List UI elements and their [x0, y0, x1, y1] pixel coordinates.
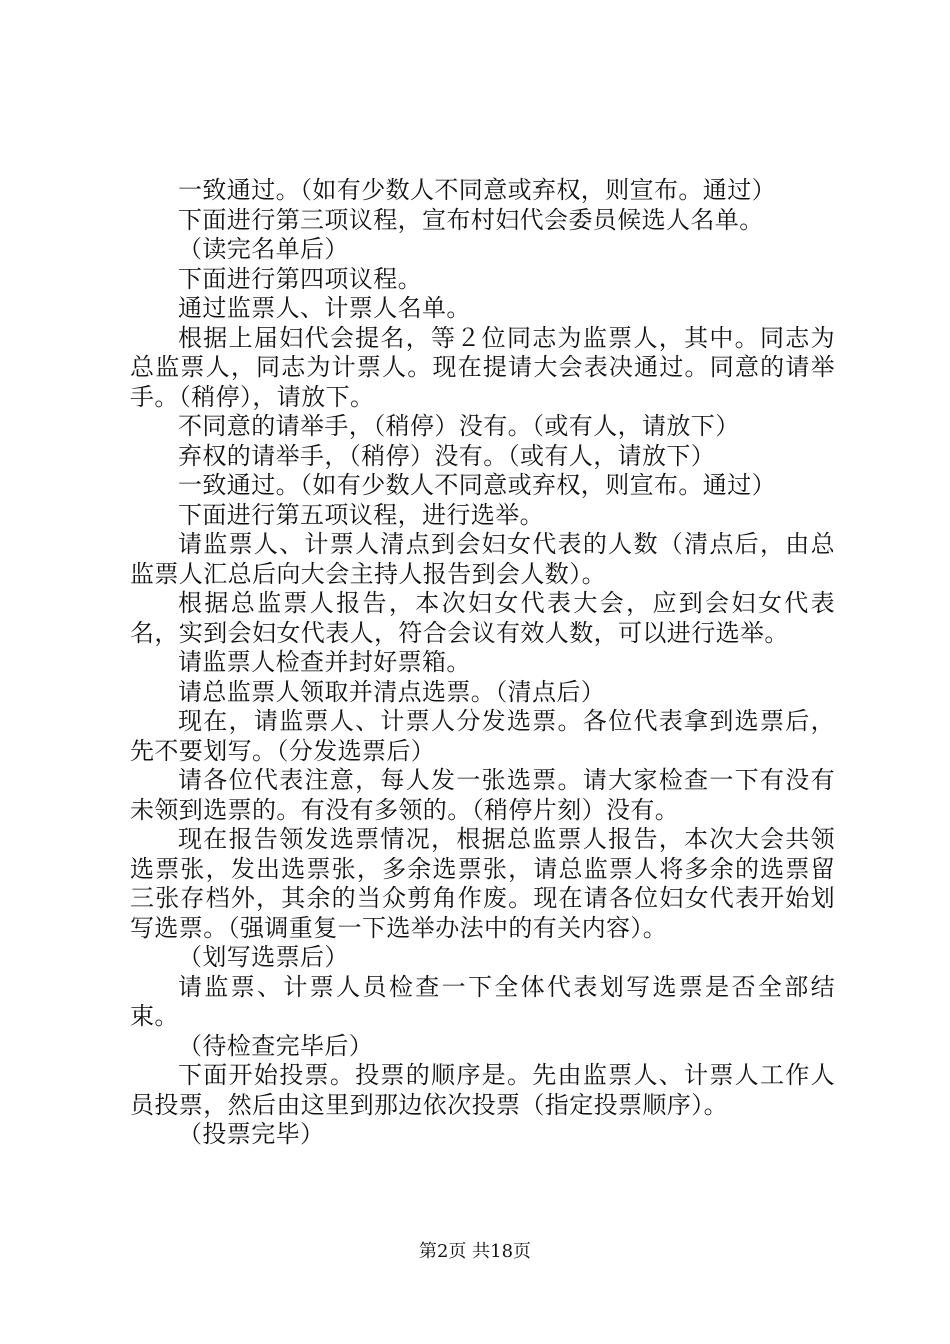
paragraph: 现在报告领发选票情况，根据总监票人报告，本次大会共领选票张，发出选票张，多余选票张，请总监票人将多余的选票留三张存档外，其余的当众剪角作废。现在请各位妇女代表开始划写选票。（强调重复一下选举办法中的有关内容）。 — [130, 825, 835, 942]
paragraph: 根据总监票人报告，本次妇女代表大会，应到会妇女代表名，实到会妇女代表人，符合会议有效人数，可以进行选举。 — [130, 589, 835, 647]
paragraph: 一致通过。（如有少数人不同意或弃权，则宣布。通过） — [178, 176, 776, 204]
paragraph: 请总监票人领取并清点选票。（清点后） — [178, 677, 606, 706]
paragraph: 下面进行第五项议程，进行选举。 — [178, 500, 544, 529]
paragraph: （读完名单后） — [178, 235, 349, 263]
paragraph: 一致通过。（如有少数人不同意或弃权，则宣布。通过） — [178, 471, 776, 499]
paragraph: 请监票人检查并封好票箱。 — [178, 648, 471, 676]
paragraph: 下面进行第三项议程，宣布村妇代会委员候选人名单。 — [178, 205, 764, 234]
paragraph: 下面进行第四项议程。 — [178, 264, 422, 293]
paragraph: 不同意的请举手，（稍停）没有。（或有人，请放下） — [178, 412, 740, 440]
paragraph: 弃权的请举手，（稍停）没有。（或有人，请放下） — [178, 441, 716, 470]
document-body — [130, 176, 835, 1150]
paragraph: 请监票人、计票人清点到会妇女代表的人数（清点后，由总监票人汇总后向大会主持人报告到会人数）。 — [130, 530, 835, 588]
paragraph: （待检查完毕后） — [178, 1031, 374, 1060]
paragraph: （划写选票后） — [178, 943, 349, 971]
paragraph: 请监票、计票人员检查一下全体代表划写选票是否全部结束。 — [130, 972, 835, 1030]
paragraph: 下面开始投票。投票的顺序是。先由监票人、计票人工作人员投票，然后由这里到那边依次投票（指定投票顺序）。 — [130, 1061, 835, 1119]
paragraph: 现在，请监票人、计票人分发选票。各位代表拿到选票后，先不要划写。（分发选票后） — [130, 707, 835, 765]
page-number-footer: 第2页 共18页 — [418, 1241, 532, 1262]
paragraph: （投票完毕） — [178, 1120, 325, 1148]
paragraph: 通过监票人、计票人名单。 — [178, 294, 471, 322]
paragraph: 根据上届妇代会提名，等２位同志为监票人，其中。同志为总监票人，同志为计票人。现在提请大会表决通过。同意的请举手。（稍停），请放下。 — [130, 323, 835, 411]
paragraph: 请各位代表注意，每人发一张选票。请大家检查一下有没有未领到选票的。有没有多领的。（稍停片刻）没有。 — [130, 766, 835, 824]
